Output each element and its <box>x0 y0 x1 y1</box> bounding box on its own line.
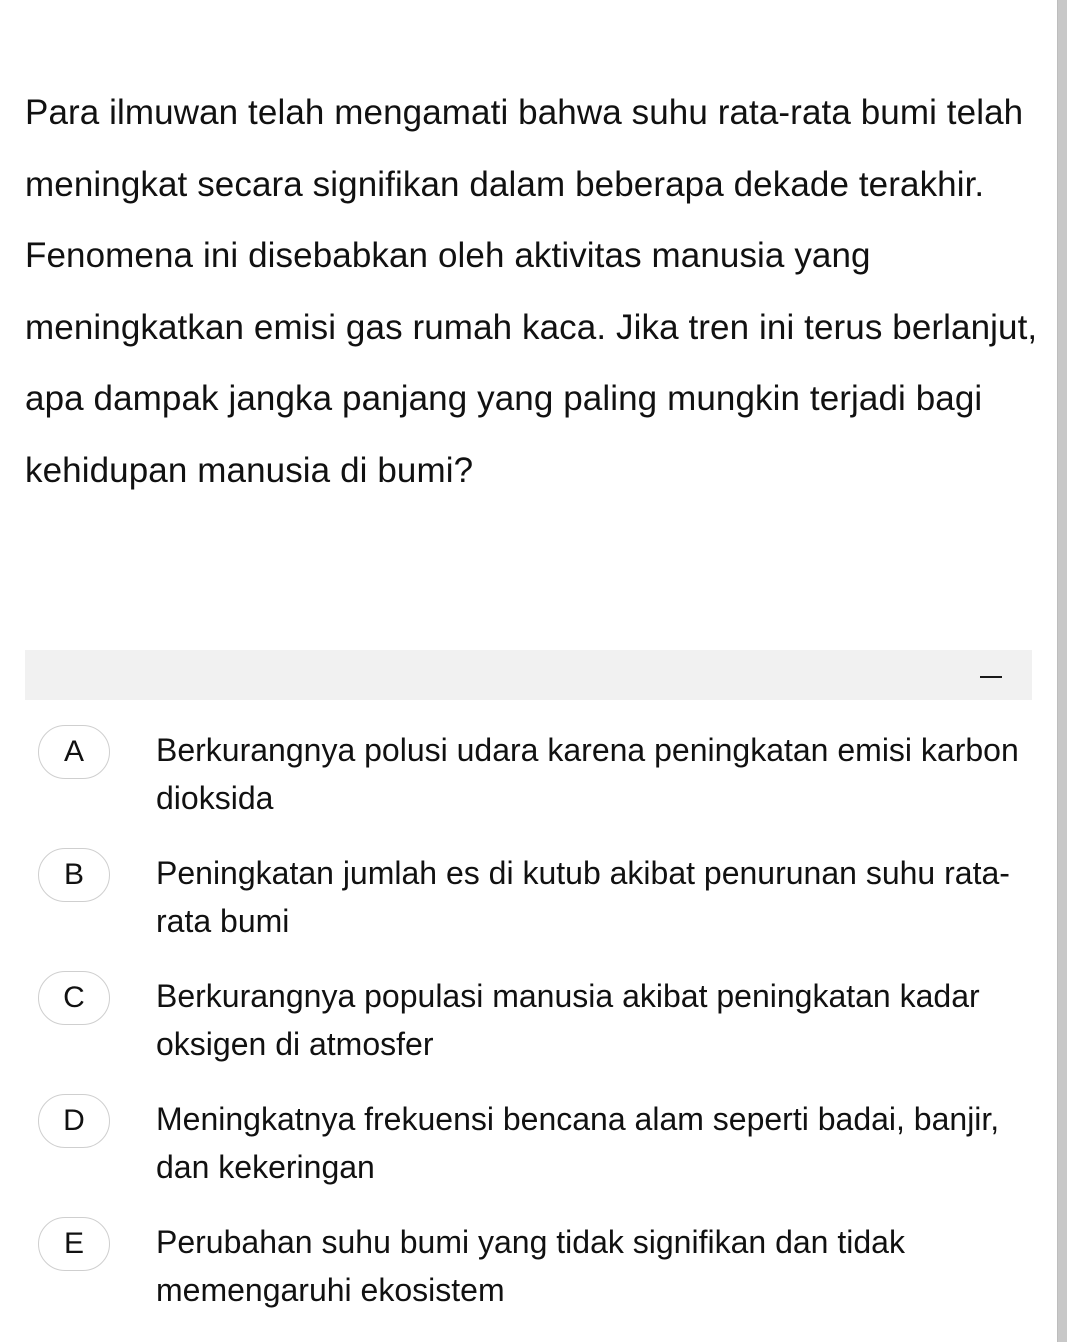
option-text[interactable]: Perubahan suhu bumi yang tidak signifikan dan tidak memengaruhi ekosistem <box>156 1224 905 1308</box>
option-text[interactable]: Meningkatnya frekuensi bencana alam seperti badai, banjir, dan kekeringan <box>156 1101 1000 1185</box>
vertical-scrollbar[interactable] <box>1057 0 1067 1342</box>
option-text[interactable]: Berkurangnya populasi manusia akibat peningkatan kadar oksigen di atmosfer <box>156 978 980 1062</box>
option-c[interactable] <box>38 969 1038 1092</box>
option-d[interactable] <box>38 1092 1038 1215</box>
option-b[interactable] <box>38 846 1038 969</box>
option-text[interactable]: Peningkatan jumlah es di kutub akibat penurunan suhu rata-rata bumi <box>156 855 1010 939</box>
minus-icon[interactable] <box>980 676 1002 678</box>
option-letter-badge[interactable]: B <box>38 848 110 902</box>
answer-options <box>38 723 1038 1338</box>
option-e[interactable] <box>38 1215 1038 1338</box>
option-letter-badge[interactable]: C <box>38 971 110 1025</box>
option-letter-badge[interactable]: E <box>38 1217 110 1271</box>
answer-section-header[interactable] <box>25 650 1032 700</box>
option-letter-badge[interactable]: A <box>38 725 110 779</box>
option-a[interactable] <box>38 723 1038 846</box>
option-text[interactable]: Berkurangnya polusi udara karena peningkatan emisi karbon dioksida <box>156 732 1019 816</box>
question-text: Para ilmuwan telah mengamati bahwa suhu rata-rata bumi telah meningkat secara signifikan dalam beberapa dekade terakhir. Fenomena ini disebabkan oleh aktivitas manusia yang meningkatkan emisi gas rumah kaca. Jika tren ini terus berlanjut, apa dampak jangka panjang yang paling mungkin terjadi bagi kehidupan manusia di bumi? <box>25 93 1038 490</box>
option-letter-badge[interactable]: D <box>38 1094 110 1148</box>
